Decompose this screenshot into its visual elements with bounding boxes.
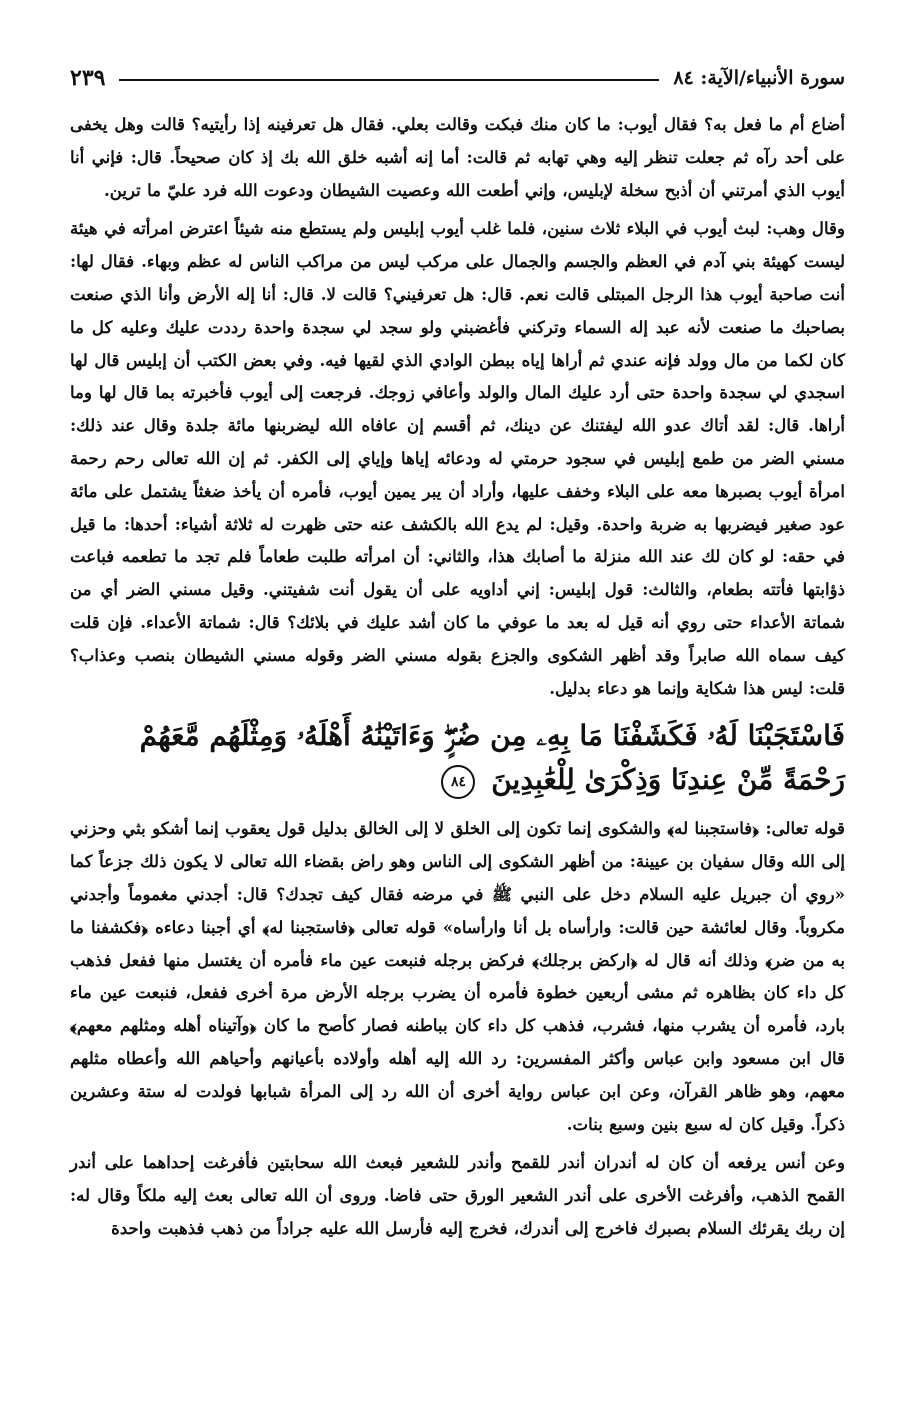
paragraph-2: وقال وهب: لبث أيوب في البلاء ثلاث سنين، فلما غلب أيوب إبليس ولم يستطع منه شيئاً اعترض امرأته في هيئة ليست كهيئة بني آدم في العظم والجسم والجمال على مركب ليس من مراكب الناس له عظم وبهاء. فقال لها: أنت صاحبة أيوب هذا الرجل المبتلى قالت نعم. قال: هل تعرفيني؟ قالت لا. قال: أنا إله الأرض وأنا الذي صنعت بصاحبك ما صنعت لأنه عبد إله السماء وتركني فأغضبني ولو سجد لي سجدة واحدة رددت عليك وعليه كل ما كان لكما من مال وولد فإنه عندي ثم أراها إياه ببطن الوادي الذي لقيها فيه. وفي بعض الكتب أن إبليس قال لها اسجدي لي سجدة واحدة حتى أرد عليك المال والولد وأعافي زوجك. فرجعت إلى أيوب فأخبرته بما قال لها وما أراها. قال: لقد أتاك عدو الله ليفتنك عن دينك، ثم أقسم إن عافاه الله ليضربنها مائة جلدة وقال عند ذلك: مسني الضر من طمع إبليس في سجود حرمتي له ودعائه إياها وإياي إلى الكفر. ثم إن الله تعالى رحم رحمة امرأة أيوب بصبرها معه على البلاء وخفف عليها، وأراد أن يبر يمين أيوب، فأمره أن يأخذ ضغثاً يشتمل على مائة عود صغير فيضربها به ضربة واحدة. وقيل: لم يدع الله بالكشف عنه حتى ظهرت له ثلاثة أشياء: أحدها: ما قيل في حقه: لو كان لك عند الله منزلة ما أصابك هذا، والثاني: أن امرأته طلبت طعاماً فلم تجد ما تطعمه فباعت ذؤابتها فأتته بطعام، والثالث: قول إبليس: إني أداويه على أن يقول أنت شفيتني. وقيل مسني الضر أي من شماتة الأعداء حتى روي أنه قيل له بعد ما عوفي ما كان أشد عليك في بلائك؟ قال: شماتة الأعداء. فإن قلت كيف سماه الله صابراً وقد أظهر الشكوى والجزع بقوله مسني الضر وقوله مسني الشيطان بنصب وعذاب؟ قلت: ليس هذا شكاية وإنما هو دعاء بدليل. [70, 218, 845, 698]
header-rule [119, 79, 659, 81]
page-header [70, 60, 845, 96]
commentary-2: وعن أنس يرفعه أن كان له أندران أندر للقمح وأندر للشعير فبعث الله سحابتين فأفرغت إحداهما على أندر القمح الذهب، وأفرغت الأخرى على أندر الشعير الورق حتى فاضا. وروى أن الله تعالى بعث إليه ملكاً وقال له: إن ربك يقرئك السلام بصبرك فاخرج إلى أندرك، فخرج إليه فأرسل الله عليه جراداً من ذهب فذهبت واحدة [70, 1152, 845, 1238]
commentary-1: قوله تعالى: ﴿فاستجبنا له﴾ والشكوى إنما تكون إلى الخلق لا إلى الخالق بدليل قول يعقوب إنما أشكو بثي وحزني إلى الله وقال سفيان بن عيينة: من أظهر الشكوى إلى الناس وهو راض بقضاء الله تعالى لا يكون ذلك جزعاً كما «روي أن جبريل عليه السلام دخل على النبي ﷺ في مرضه فقال كيف تجدك؟ قال: أجدني مغموماً وأجدني مكروباً. وقال لعائشة حين قالت: وارأساه بل أنا وارأساه» قوله تعالى ﴿فاستجبنا له﴾ أي أجبنا دعاءه ﴿فكشفنا ما به من ضر﴾ وذلك أنه قال له ﴿اركض برجلك﴾ فركض برجله فنبعت عين ماء فأمره أن يغتسل منها ففعل فذهب كل داء كان بظاهره ثم مشى أربعين خطوة فأمره أن يضرب برجله الأرض مرة أخرى ففعل، فنبعت عين ماء بارد، فأمره أن يشرب منها، فشرب، فذهب كل داء كان بباطنه فصار كأصح ما كان ﴿وآتيناه أهله ومثلهم معهم﴾ قال ابن مسعود وابن عباس وأكثر المفسرين: رد الله إليه أهله وأولاده بأعيانهم وأحياهم الله وأعطاه مثلهم معهم، وهو ظاهر القرآن، وعن ابن عباس رواية أخرى أن الله رد إلى المرأة شبابها فولدت له ستة وعشرين ذكراً. وقيل كان له سبع بنين وسبع بنات. [70, 818, 845, 1134]
paragraph-1: أضاع أم ما فعل به؟ فقال أيوب: ما كان منك فبكت وقالت بعلي. فقال هل تعرفينه إذا رأيتيه؟ قالت وهل يخفى على أحد رآه ثم جعلت تنظر إليه وهي تهابه ثم قالت: أما إنه أشبه خلق الله بك إذ كان صحيحاً. قال: فإني أنا أيوب الذي أمرتني أن أذبح سخلة لإبليس، وإني أطعت الله وعصيت الشيطان ودعوت الله فرد عليّ ما ترين. [70, 114, 845, 200]
verse-text: فَاسْتَجَبْنَا لَهُۥ فَكَشَفْنَا مَا بِهِۦ مِن ضُرٍّۖ وَءَاتَيْنَٰهُ أَهْلَهُۥ وَمِثْلَهُم مَّعَهُمْ رَحْمَةً مِّنْ عِندِنَا وَذِكْرَىٰ لِلْعَٰبِدِينَ [139, 719, 845, 797]
page-number: ٢٣٩ [70, 65, 106, 91]
ayah-number-marker: ٨٤ [441, 765, 475, 799]
surah-reference: سورة الأنبياء/الآية: ٨٤ [673, 67, 845, 89]
quran-verse [70, 714, 845, 802]
